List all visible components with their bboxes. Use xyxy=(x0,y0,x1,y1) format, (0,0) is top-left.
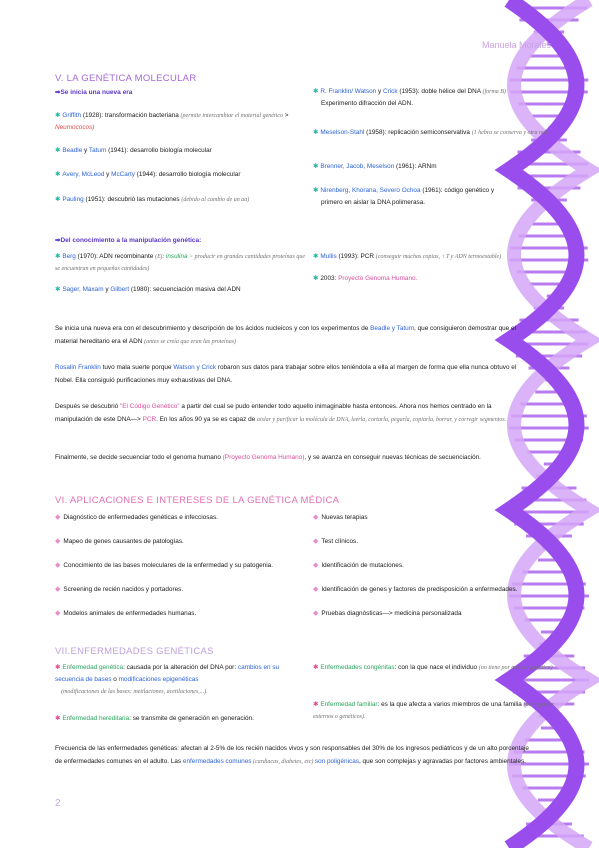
list-item: ✱ Avery, McLeod y McCarty (1944): desarrollo biología molecular xyxy=(55,171,241,178)
list-item: ◆ Pruebas diagnósticas—> medicina personalizada xyxy=(313,610,462,617)
list-item: ◆ Identificación de mutaciones. xyxy=(313,562,404,569)
section-6-title: VI. APLICACIONES E INTERESES DE LA GENÉTICA MÉDICA xyxy=(55,495,340,506)
paragraph: Finalmente, se decide secuenciar todo el genoma humano (Proyecto Genoma Humano), y se avanza en conseguir nuevas técnicas de secuenciación. xyxy=(55,454,481,461)
list-item: ✱ Griffith (1928): transformación bacteriana (permite intercambiar el material genético > Neumococos) xyxy=(55,112,289,131)
list-item: ◆ Modelos animales de enfermedades humanas. xyxy=(55,610,197,617)
diamond-bullet-icon: ◆ xyxy=(313,586,319,593)
diamond-bullet-icon: ◆ xyxy=(313,562,319,569)
list-item: ◆ Test clínicos. xyxy=(313,538,358,545)
diamond-bullet-icon: ◆ xyxy=(55,514,61,521)
paragraph: Se inicia una nueva era con el descubrimiento y descripción de los ácidos nucleicos y con los experimentos de Beadle y Tatum, que consiguieron demostrar que el material hereditario era el ADN (antes se creía que eran las proteínas) xyxy=(55,325,516,345)
list-item: ✱ Sager, Maxam y Gilbert (1980): secuenciación masiva del ADN xyxy=(55,286,241,293)
list-item: ◆ Screening de recién nacidos y portadores. xyxy=(55,586,184,593)
page-number: 2 xyxy=(55,798,61,809)
list-item: ✱ Brenner, Jacob, Meselson (1961): ARNm xyxy=(313,163,437,170)
list-item: ✱ Pauling (1951): descubrió las mutaciones (debido al cambio de un aa) xyxy=(55,196,250,203)
section-5-subtitle-2: ➡Del conocimiento a la manipulación genética: xyxy=(55,237,202,244)
list-item: ✱ Meselson-Stahl (1958): replicación semiconservativa (1 hebra se conserva y otra no) xyxy=(313,129,548,136)
author-name: Manuela Morales xyxy=(482,40,552,50)
diamond-bullet-icon: ◆ xyxy=(313,610,319,617)
list-item: ✱ Enfermedades congénitas: con la que nace el individuo (no tiene por qué ser genética) xyxy=(313,664,553,671)
list-item: ✱ Enfermedad familiar: es la que afecta a varios miembros de una familia (por agentes externos o genéticos). xyxy=(313,701,554,720)
diamond-bullet-icon: ◆ xyxy=(55,538,61,545)
paragraph: Después se descubrió "El Código Genético" a partir del cual se pudo entender todo aquello inimaginable hasta entonces. Ahora nos hemos centrado en la manipulación de este DNA—> PCR. En los años 90 ya se es capaz de aislar y purificar la molécula de DNA, leerla, cortarla, pegarla, copiarla, borrar, y corregir segmentos. xyxy=(55,403,507,423)
paragraph: Rosalin Franklin tuvo mala suerte porque Watson y Crick robaron sus datos para trabajar sobre ellos teniéndola a ella al margen de forma que ella nunca obtuvo el Nobel. Ella consiguió purificaciones muy exhaustivas del DNA. xyxy=(55,364,517,384)
list-item: ✱ Enfermedad hereditaria: se transmite de generación en generación. xyxy=(55,715,254,722)
list-item: ✱ 2003: Proyecto Genoma Humano. xyxy=(313,275,418,282)
diamond-bullet-icon: ◆ xyxy=(313,514,319,521)
list-item: ✱ Berg (1970): ADN recombinante (Ej: insulina > producir en grandes cantidades proteínas que se encuentran en pequeñas cantidades) xyxy=(55,253,306,272)
section-5-title: V. LA GENÉTICA MOLECULAR xyxy=(55,73,197,84)
list-item: ◆ Identificación de genes y factores de predisposición a enfermedades. xyxy=(313,586,518,593)
list-item: ◆ Diagnóstico de enfermedades genéticas e infecciosas. xyxy=(55,514,218,521)
list-item: ✱ Nirenberg, Khorana, Severo Ochoa (1961): código genético y primero en aislar la DNA polimerasa. xyxy=(313,187,495,206)
list-item: ✱ Mullis (1993): PCR (conseguir muchas copias, ↑ T y ADN termoestable) xyxy=(313,253,502,260)
diamond-bullet-icon: ◆ xyxy=(55,610,61,617)
list-item: ✱ Enfermedad genética: causada por la alteración del DNA por: cambios en su secuencia de bases o modificaciones epigenéticas (modificaciones de las bases: metilaciones, acetilaciones,...). xyxy=(55,664,280,695)
list-item: ✱ R. Franklin/ Watson y Crick (1953): doble hélice del DNA (forma B) Experimento difracción del ADN. xyxy=(313,88,506,107)
paragraph: Frecuencia de las enfermedades genéticas: afectan al 2-5% de los recién nacidos vivos y son responsables del 30% de los ingresos pediátricos y de un alto porcentaje de enfermedades comunes en el adulto. Las enfermedades comunes (cardiacas, diabetes, etc) son poligénicas, que son complejas y agravadas por factores ambientales. xyxy=(55,745,529,765)
diamond-bullet-icon: ◆ xyxy=(55,586,61,593)
list-item: ◆ Conocimiento de las bases moleculares de la enfermedad y su patogenia. xyxy=(55,562,273,569)
list-item: ✱ Beadle y Tatum (1941): desarrollo biología molecular xyxy=(55,147,212,154)
diamond-bullet-icon: ◆ xyxy=(313,538,319,545)
section-5-subtitle-1: ➡Se inicia una nueva era xyxy=(55,89,133,96)
list-item: ◆ Nuevas terapias xyxy=(313,514,368,521)
list-item: ◆ Mapeo de genes causantes de patologías. xyxy=(55,538,184,545)
section-7-title: VII.ENFERMEDADES GENÉTICAS xyxy=(55,646,214,657)
diamond-bullet-icon: ◆ xyxy=(55,562,61,569)
